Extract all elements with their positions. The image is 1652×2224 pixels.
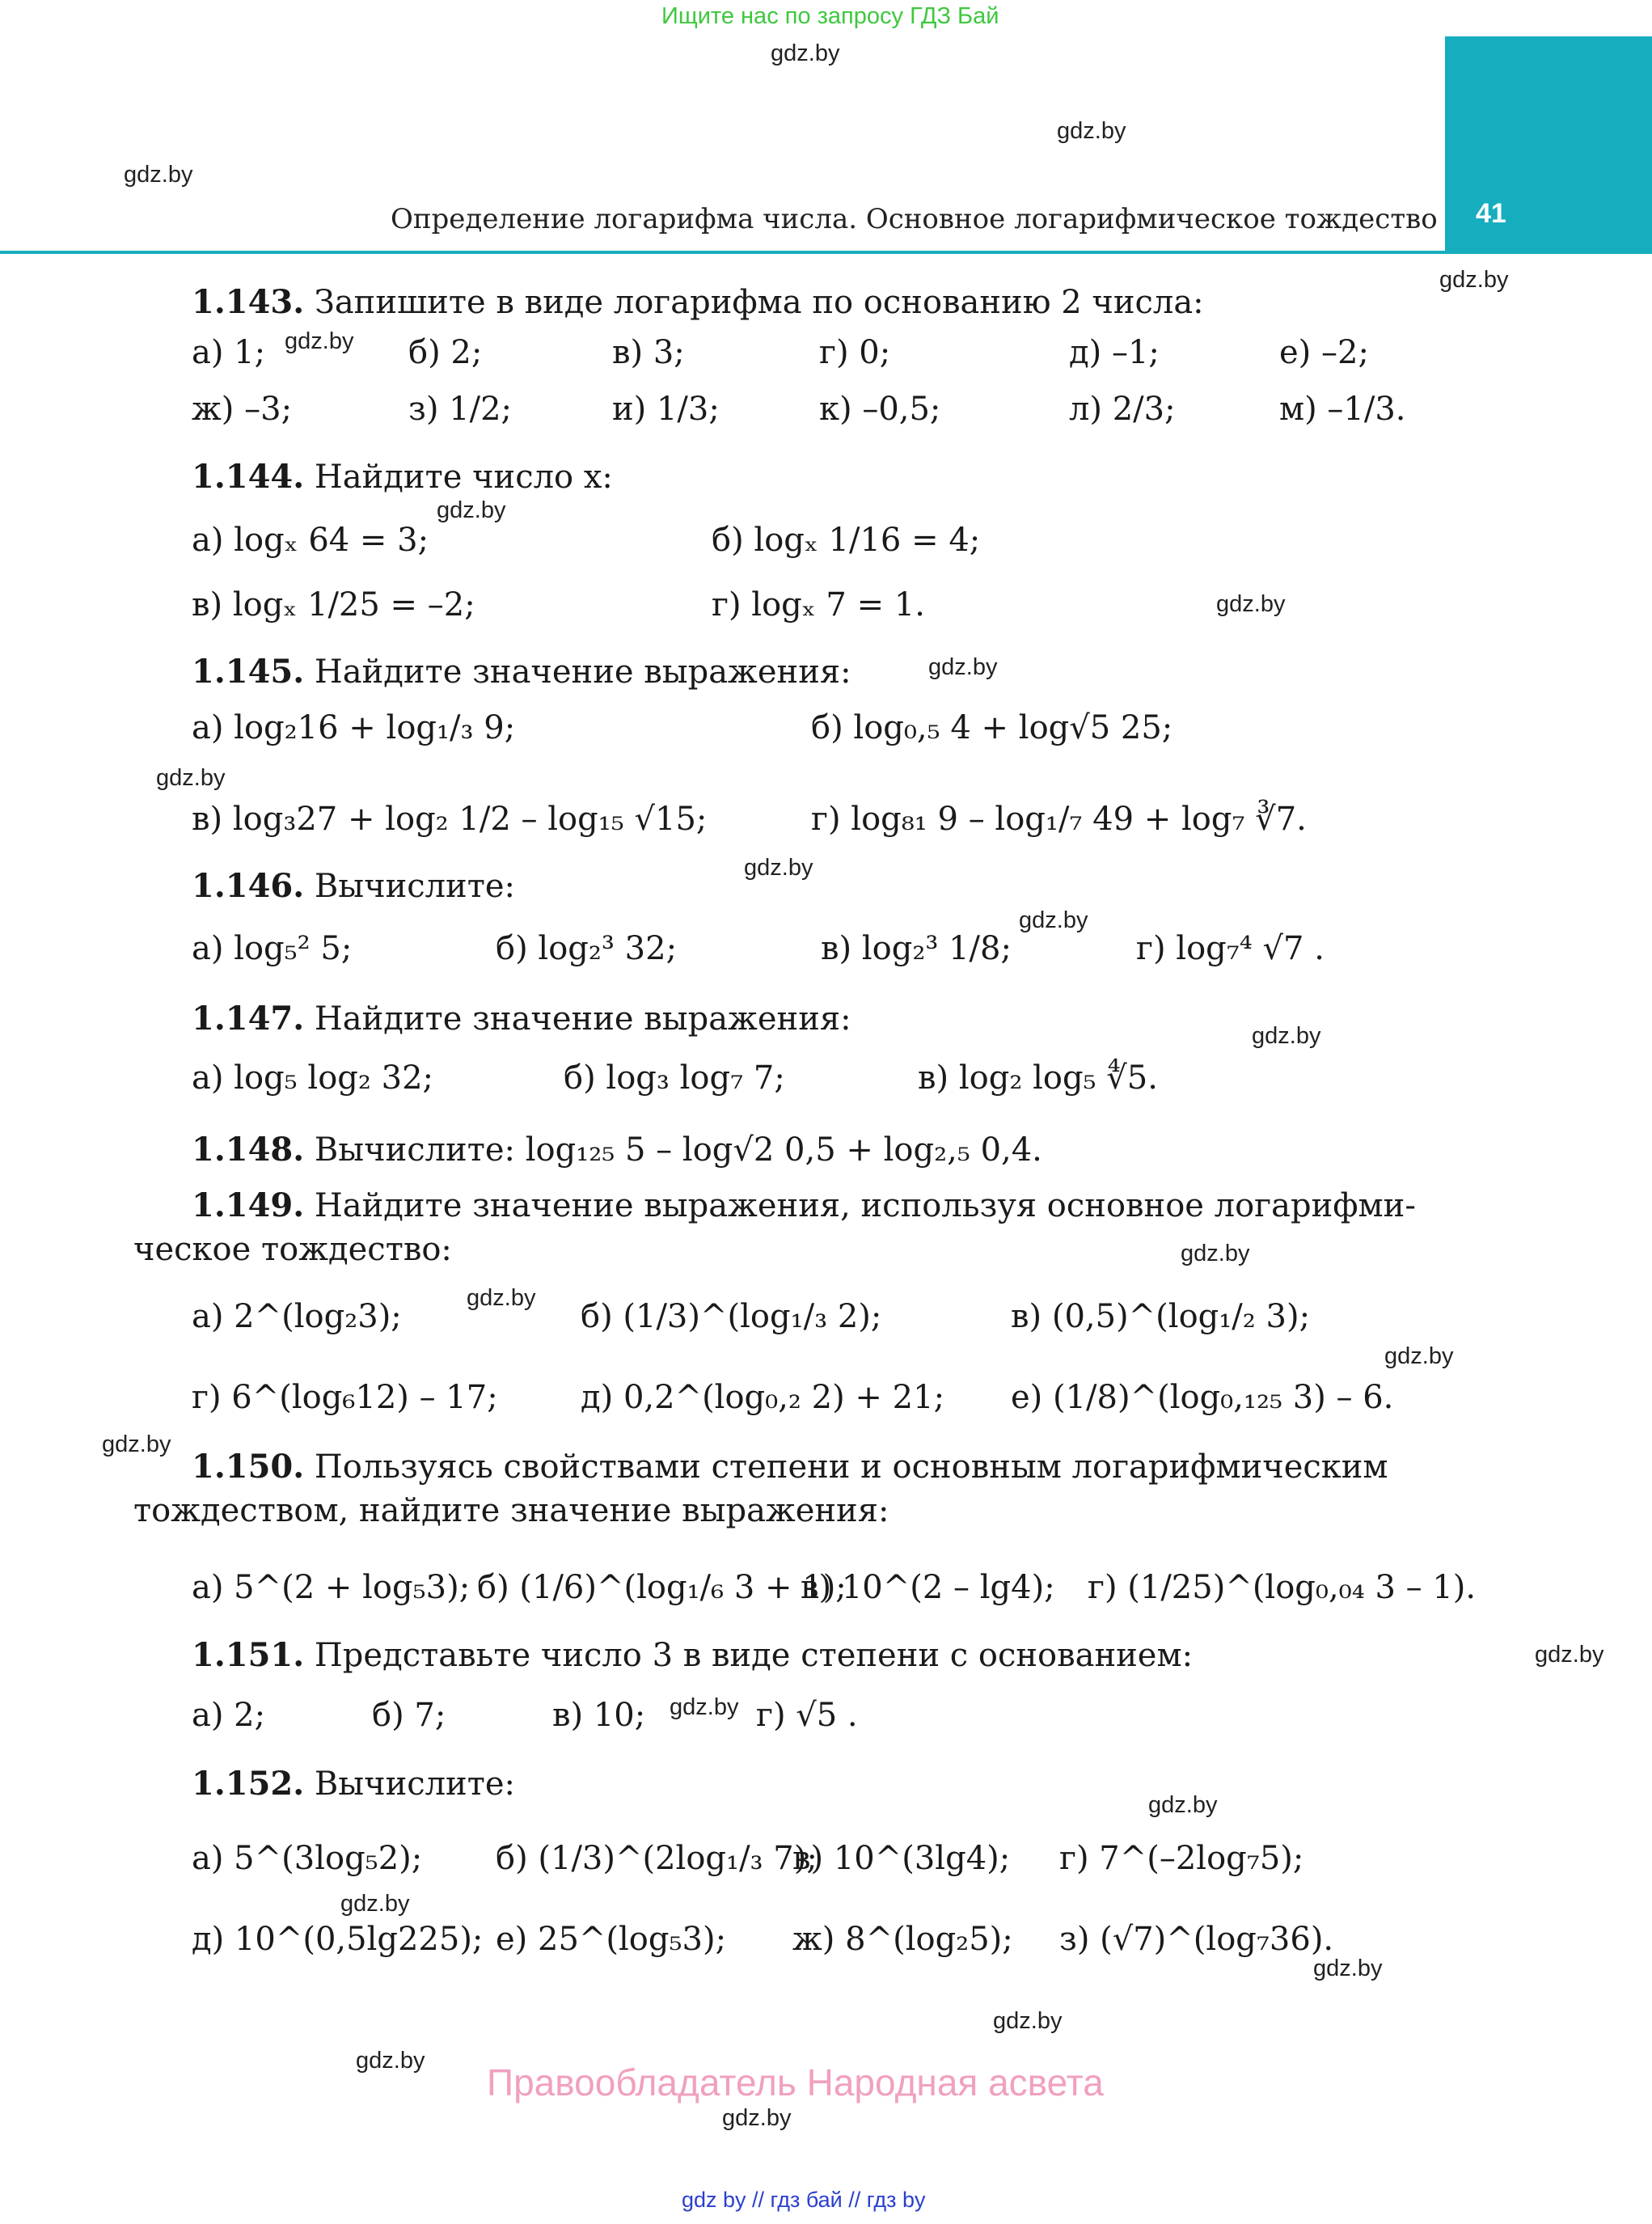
watermark: gdz.by [1019, 907, 1088, 933]
header-divider [0, 251, 1652, 254]
problem-number: 1.146. [192, 867, 305, 905]
watermark: gdz.by [102, 1431, 171, 1457]
item: в) 10^(2 – lg4); [801, 1569, 1055, 1606]
watermark: gdz.by [156, 765, 226, 791]
item: б) log₂³ 32; [496, 930, 678, 967]
watermark: gdz.by [1313, 1956, 1383, 1981]
watermark: gdz.by [124, 162, 193, 188]
problem-number: 1.151. [192, 1636, 305, 1674]
running-head: Определение логарифма числа. Основное логарифмическое тождество [391, 203, 1438, 235]
problem-1-147-heading [192, 1000, 851, 1038]
item: б) log₃ log₇ 7; [564, 1059, 785, 1097]
item: д) 0,2^(log₀,₂ 2) + 21; [581, 1379, 945, 1416]
problem-number: 1.145. [192, 653, 305, 691]
problem-text: Найдите число x: [314, 459, 613, 496]
problem-expression: log₁₂₅ 5 – log√2 0,5 + log₂,₅ 0,4. [525, 1131, 1042, 1169]
item: б) 7; [372, 1697, 446, 1734]
top-ad-text[interactable]: Ищите нас по запросу ГДЗ Бай [661, 3, 999, 29]
item: а) log₅² 5; [192, 930, 353, 967]
watermark: gdz.by [285, 328, 354, 354]
item: е) (1/8)^(log₀,₁₂₅ 3) – 6. [1011, 1379, 1394, 1416]
problem-text-continued: тождеством, найдите значение выражения: [133, 1492, 889, 1529]
item: а) 2^(log₂3); [192, 1298, 402, 1335]
item: б) (1/3)^(log₁/₃ 2); [581, 1298, 882, 1335]
item: г) log₈₁ 9 – log₁/₇ 49 + log₇ ∛7. [811, 801, 1307, 838]
item: г) 7^(–2log₇5); [1059, 1840, 1304, 1877]
problem-number: 1.143. [192, 283, 305, 321]
item: ж) 8^(log₂5); [792, 1921, 1013, 1958]
watermark: gdz.by [1439, 267, 1509, 293]
problem-1-146-heading [192, 867, 515, 905]
problem-text: Запишите в виде логарифма по основанию 2 числа: [314, 284, 1204, 321]
watermark: gdz.by [993, 2008, 1063, 2034]
watermark: gdz.by [1252, 1023, 1321, 1049]
item: в) 10; [552, 1697, 646, 1734]
watermark: gdz.by [356, 2048, 425, 2074]
item: в) logₓ 1/25 = –2; [192, 586, 475, 624]
item: а) 2; [192, 1697, 266, 1734]
item: в) log₂ log₅ ∜5. [918, 1059, 1158, 1097]
item: а) 5^(2 + log₅3); [192, 1569, 471, 1606]
watermark: gdz.by [437, 497, 506, 523]
copyright-notice: Правообладатель Народная асвета [487, 2061, 1104, 2103]
problem-number: 1.149. [192, 1186, 305, 1224]
problem-text: Пользуясь свойствами степени и основным логарифмическим [314, 1448, 1388, 1486]
item: а) log₅ log₂ 32; [192, 1059, 434, 1097]
problem-text: Найдите значение выражения: [314, 1000, 851, 1038]
item: б) logₓ 1/16 = 4; [712, 522, 981, 559]
watermark: gdz.by [928, 654, 998, 680]
problem-1-143-heading [192, 283, 1204, 321]
watermark: gdz.by [1535, 1642, 1604, 1668]
item: в) log₂³ 1/8; [821, 930, 1012, 967]
item: г) logₓ 7 = 1. [712, 586, 925, 624]
item: е) 25^(log₅3); [496, 1921, 727, 1958]
problem-text: Представьте число 3 в виде степени с основанием: [314, 1637, 1194, 1674]
item: з) (√7)^(log₇36). [1059, 1921, 1334, 1958]
item: л) 2/3; [1069, 391, 1176, 428]
item: б) (1/3)^(2log₁/₃ 7); [496, 1840, 818, 1877]
problem-1-150-heading [192, 1448, 1388, 1486]
problem-text: Найдите значение выражения: [314, 653, 851, 691]
item: д) 10^(0,5lg225); [192, 1921, 484, 1958]
problem-1-148-heading [192, 1131, 1042, 1169]
problem-text: Вычислите: [314, 1765, 515, 1803]
watermark: gdz.by [1181, 1241, 1250, 1266]
item: з) 1/2; [408, 391, 512, 428]
problem-1-145-heading [192, 653, 851, 691]
watermark: gdz.by [1384, 1343, 1454, 1369]
problem-text: Вычислите: [314, 868, 515, 905]
item: а) 5^(3log₅2); [192, 1840, 423, 1877]
item: к) –0,5; [819, 391, 941, 428]
item: г) log₇⁴ √7 . [1136, 930, 1325, 967]
watermark: gdz.by [1216, 591, 1286, 617]
item: г) 0; [819, 334, 891, 371]
item: г) 6^(log₆12) – 17; [192, 1379, 498, 1416]
footer-links[interactable]: gdz by // гдз бай // гдз by [682, 2188, 926, 2212]
item: б) log₀,₅ 4 + log√5 25; [811, 709, 1173, 746]
problem-text-continued: ческое тождество: [133, 1231, 452, 1268]
page-number: 41 [1476, 198, 1506, 229]
watermark: gdz.by [771, 40, 840, 66]
watermark: gdz.by [1057, 118, 1126, 144]
item: г) √5 . [756, 1697, 858, 1734]
item: б) (1/6)^(log₁/₆ 3 + 1); [477, 1569, 847, 1606]
problem-text: Найдите значение выражения, используя основное логарифми- [314, 1187, 1416, 1224]
problem-number: 1.148. [192, 1131, 305, 1169]
watermark: gdz.by [744, 855, 813, 881]
item: а) 1; [192, 334, 266, 371]
item: в) 3; [612, 334, 685, 371]
watermark: gdz.by [1148, 1792, 1218, 1818]
problem-number: 1.144. [192, 458, 305, 496]
item: е) –2; [1279, 334, 1369, 371]
item: а) logₓ 64 = 3; [192, 522, 429, 559]
item: в) (0,5)^(log₁/₂ 3); [1011, 1298, 1311, 1335]
item: в) 10^(3lg4); [792, 1840, 1011, 1877]
problem-1-144-heading [192, 458, 613, 496]
item: в) log₃27 + log₂ 1/2 – log₁₅ √15; [192, 801, 708, 838]
watermark: gdz.by [340, 1891, 410, 1917]
watermark: gdz.by [670, 1694, 739, 1720]
problem-1-149-heading [192, 1186, 1416, 1224]
problem-number: 1.152. [192, 1765, 305, 1803]
item: м) –1/3. [1279, 391, 1406, 428]
problem-number: 1.147. [192, 1000, 305, 1038]
item: д) –1; [1069, 334, 1160, 371]
problem-text: Вычислите: [314, 1131, 515, 1169]
problem-number: 1.150. [192, 1448, 305, 1486]
problem-1-151-heading [192, 1636, 1193, 1674]
item: ж) –3; [192, 391, 293, 428]
item: а) log₂16 + log₁/₃ 9; [192, 709, 516, 746]
item: г) (1/25)^(log₀,₀₄ 3 – 1). [1088, 1569, 1477, 1606]
problem-1-152-heading [192, 1765, 515, 1803]
item: б) 2; [408, 334, 483, 371]
item: и) 1/3; [612, 391, 720, 428]
watermark: gdz.by [722, 2105, 792, 2131]
watermark: gdz.by [467, 1285, 536, 1311]
